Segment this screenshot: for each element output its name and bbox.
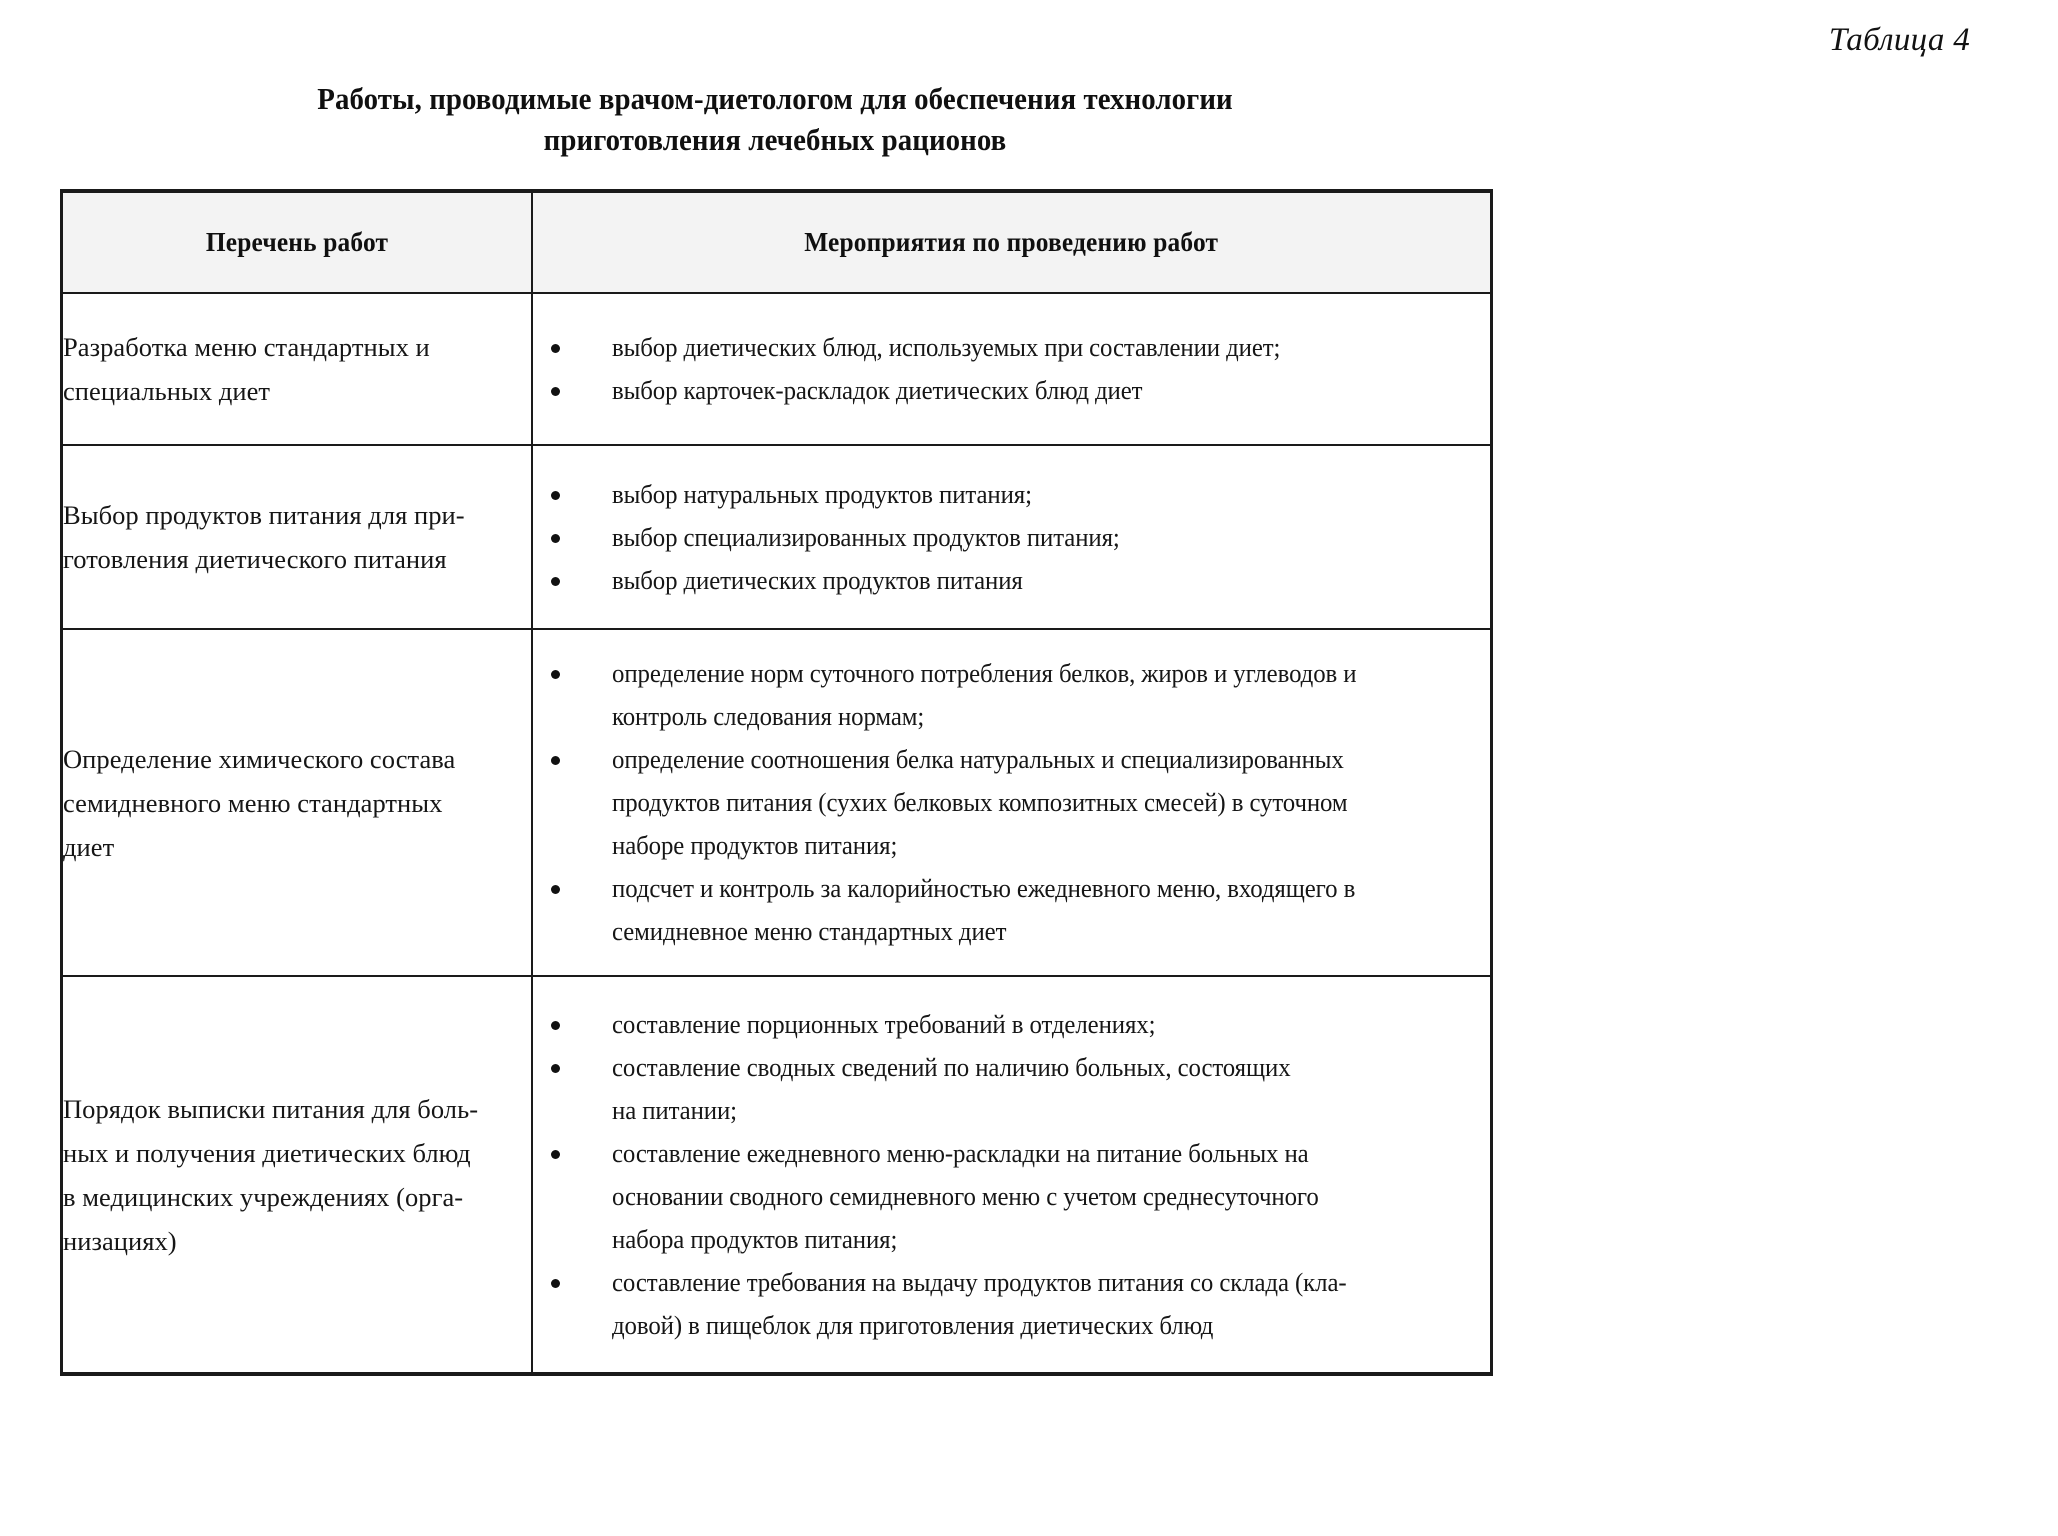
text-line: определение норм суточного потребления белков, жиров и углеводов и: [611, 659, 1356, 688]
activities-cell: [532, 293, 1492, 445]
list-item: [533, 1132, 1491, 1261]
bullet-icon: [551, 577, 560, 586]
text-line: выбор натуральных продуктов питания;: [611, 479, 1032, 509]
list-item-text: [612, 326, 1491, 369]
list-item-text: [612, 473, 1491, 516]
text-line: контроль следования нормам;: [611, 702, 924, 731]
work-line: Определение химического состава: [63, 743, 456, 774]
activities-list: [533, 326, 1491, 412]
list-item-text: [612, 559, 1491, 602]
bullet-icon: [551, 1279, 560, 1288]
list-item: [533, 738, 1491, 867]
text-line: выбор карточек-раскладок диетических блюд диет: [611, 376, 1142, 405]
bullet-icon: [551, 885, 560, 894]
work-cell: [62, 629, 532, 976]
text-line: продуктов питания (сухих белковых композитных смесей) в суточном: [611, 788, 1348, 817]
work-line: специальных диет: [63, 376, 271, 406]
activities-cell: [532, 629, 1492, 976]
table-title: [60, 78, 1490, 160]
work-line: ных и получения диетических блюд: [63, 1137, 471, 1168]
work-line: диет: [63, 831, 115, 862]
work-line: низациях): [63, 1225, 177, 1256]
list-item: [533, 1003, 1491, 1046]
table-title-line-1: Работы, проводимые врачом-диетологом для обеспечения технологии: [317, 81, 1233, 116]
activities-list: [533, 652, 1491, 953]
text-line: довой) в пищеблок для приготовления диетических блюд: [611, 1310, 1213, 1340]
table-title-line-2: приготовления лечебных рационов: [543, 122, 1007, 157]
table-body: [62, 293, 1492, 1374]
list-item: [533, 1261, 1491, 1347]
table-header-cell-activities: [532, 191, 1492, 293]
work-line: Порядок выписки питания для боль-: [63, 1093, 479, 1124]
activities-list: [533, 473, 1491, 602]
bullet-icon: [551, 344, 560, 353]
work-line: семидневного меню стандартных: [63, 787, 443, 818]
work-cell: [62, 976, 532, 1374]
list-item-text: [612, 738, 1491, 867]
work-text: [63, 737, 531, 869]
text-line: определение соотношения белка натуральных и специализированных: [611, 745, 1344, 774]
bullet-icon: [551, 670, 560, 679]
list-item: [533, 1046, 1491, 1132]
text-line: составление ежедневного меню-раскладки на питание больных на: [611, 1138, 1309, 1168]
activities-cell: [532, 976, 1492, 1374]
list-item-text: [612, 369, 1491, 412]
list-item: [533, 867, 1491, 953]
list-item: [533, 326, 1491, 369]
bullet-icon: [551, 387, 560, 396]
table-row: [62, 445, 1492, 629]
table-header-label-activities: Мероприятия по проведению работ: [804, 227, 1219, 257]
list-item-text: [612, 1046, 1491, 1132]
list-item-text: [612, 1132, 1491, 1261]
text-line: семидневное меню стандартных диет: [611, 917, 1006, 946]
text-line: составление требования на выдачу продуктов питания со склада (кла-: [611, 1267, 1347, 1297]
text-line: на питании;: [611, 1095, 737, 1125]
text-line: основании сводного семидневного меню с учетом среднесуточного: [611, 1181, 1319, 1211]
work-cell: [62, 293, 532, 445]
table-header-label-works: Перечень работ: [205, 227, 388, 257]
work-line: Выбор продуктов питания для при-: [63, 500, 465, 530]
activities-list: [533, 1003, 1491, 1347]
list-item-text: [612, 516, 1491, 559]
work-text: [63, 325, 531, 413]
list-item: [533, 559, 1491, 602]
text-line: подсчет и контроль за калорийностью ежедневного меню, входящего в: [611, 874, 1355, 903]
table-header-cell-works: [62, 191, 532, 293]
list-item: [533, 473, 1491, 516]
list-item-text: [612, 1003, 1491, 1046]
activities-cell: [532, 445, 1492, 629]
work-line: в медицинских учреждениях (орга-: [63, 1181, 464, 1212]
text-line: составление сводных сведений по наличию больных, состоящих: [611, 1052, 1291, 1082]
table-row: [62, 293, 1492, 445]
bullet-icon: [551, 534, 560, 543]
table-header-row: [62, 191, 1492, 293]
table-row: [62, 629, 1492, 976]
list-item-text: [612, 867, 1491, 953]
text-line: наборе продуктов питания;: [611, 831, 897, 860]
table-number-label: Таблица 4: [1828, 22, 1970, 58]
list-item: [533, 516, 1491, 559]
bullet-icon: [551, 756, 560, 765]
works-table: [60, 189, 1493, 1376]
text-line: выбор диетических продуктов питания: [611, 565, 1023, 595]
work-text: [63, 1087, 531, 1263]
bullet-icon: [551, 1064, 560, 1073]
text-line: выбор специализированных продуктов питания;: [611, 522, 1120, 552]
work-text: [63, 493, 531, 581]
bullet-icon: [551, 1021, 560, 1030]
list-item-text: [612, 652, 1491, 738]
list-item-text: [612, 1261, 1491, 1347]
work-cell: [62, 445, 532, 629]
work-line: Разработка меню стандартных и: [63, 332, 430, 362]
list-item: [533, 369, 1491, 412]
text-line: выбор диетических блюд, используемых при составлении диет;: [611, 333, 1280, 362]
table-row: [62, 976, 1492, 1374]
work-line: готовления диетического питания: [63, 544, 447, 574]
bullet-icon: [551, 1150, 560, 1159]
text-line: составление порционных требований в отделениях;: [611, 1009, 1155, 1039]
list-item: [533, 652, 1491, 738]
bullet-icon: [551, 491, 560, 500]
text-line: набора продуктов питания;: [611, 1224, 897, 1254]
